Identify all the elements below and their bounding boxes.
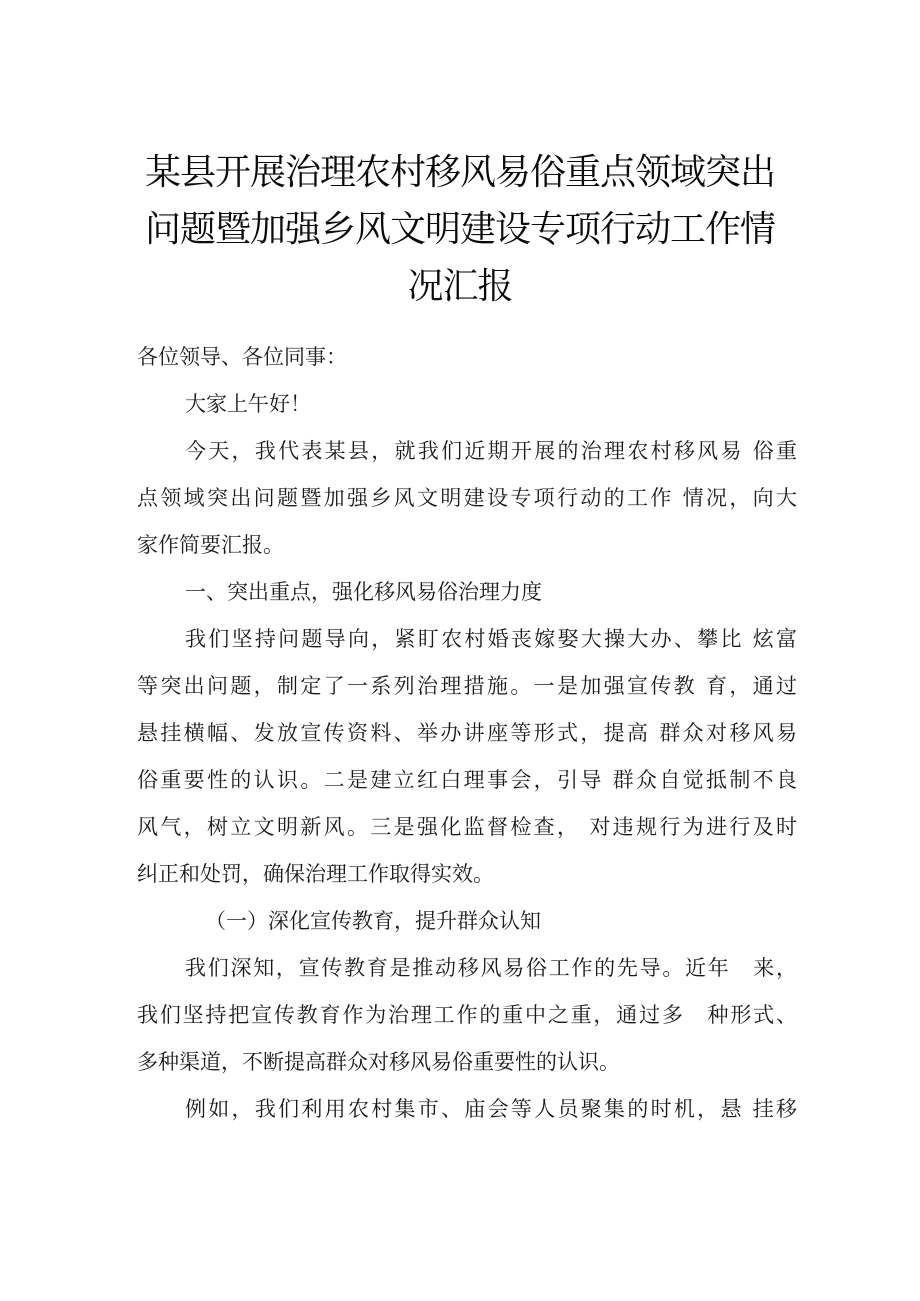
example-paragraph [137,1086,797,1133]
intro-line-3: 家作简要汇报。 [137,533,284,557]
section-1-heading-line: 一、突出重点，强化移风易俗治理力度 [185,580,542,604]
section-1-line-1: 我们坚持问题导向，紧盯农村婚丧嫁娶大操大办、攀比 炫富 [185,627,797,651]
subsection-1-paragraph [137,945,797,1086]
section-1-line-6: 纠正和处罚，确保治理工作取得实效。 [137,862,494,886]
title-line-2: 问题暨加强乡风文明建设专项行动工作情 [144,209,775,250]
section-1-heading [137,569,797,616]
title-line-1: 某县开展治理农村移风易俗重点领域突出 [144,152,775,193]
greeting-line: 大家上午好！ [185,392,311,416]
section-1-line-3: 悬挂横幅、发放宣传资料、举办讲座等形式，提高 群众对移风易 [137,721,797,745]
title-line-3: 况汇报 [407,266,513,307]
section-1-paragraph [137,616,797,898]
subsection-1-line-1: 我们深知，宣传教育是推动移风易俗工作的先导。近年 来， [185,956,797,980]
salutation-line: 各位领导、各位同事： [137,345,347,369]
section-1-line-2: 等突出问题，制定了一系列治理措施。一是加强宣传教 育，通过 [137,674,797,698]
section-1-line-5: 风气，树立文明新风。三是强化监督检查， 对违规行为进行及时 [137,815,797,839]
subsection-1-heading-line: （一）深化宣传教育，提升群众认知 [205,909,541,933]
intro-line-1: 今天，我代表某县，就我们近期开展的治理农村移风易 俗重 [185,439,797,463]
subsection-1-line-3: 多种渠道，不断提高群众对移风易俗重要性的认识。 [137,1050,620,1074]
document-title [120,144,800,315]
intro-paragraph [137,428,797,569]
salutation [137,334,797,381]
subsection-1-heading [137,898,797,945]
section-1-line-4: 俗重要性的认识。二是建立红白理事会，引导 群众自觉抵制不良 [137,768,797,792]
intro-line-2: 点领域突出问题暨加强乡风文明建设专项行动的工作 情况，向大 [137,486,797,510]
subsection-1-line-2: 我们坚持把宣传教育作为治理工作的重中之重，通过多 种形式、 [137,1003,797,1027]
example-line-1: 例如，我们利用农村集市、庙会等人员聚集的时机，悬 挂移 [185,1097,797,1121]
greeting [137,381,797,428]
document-body [137,334,797,1133]
